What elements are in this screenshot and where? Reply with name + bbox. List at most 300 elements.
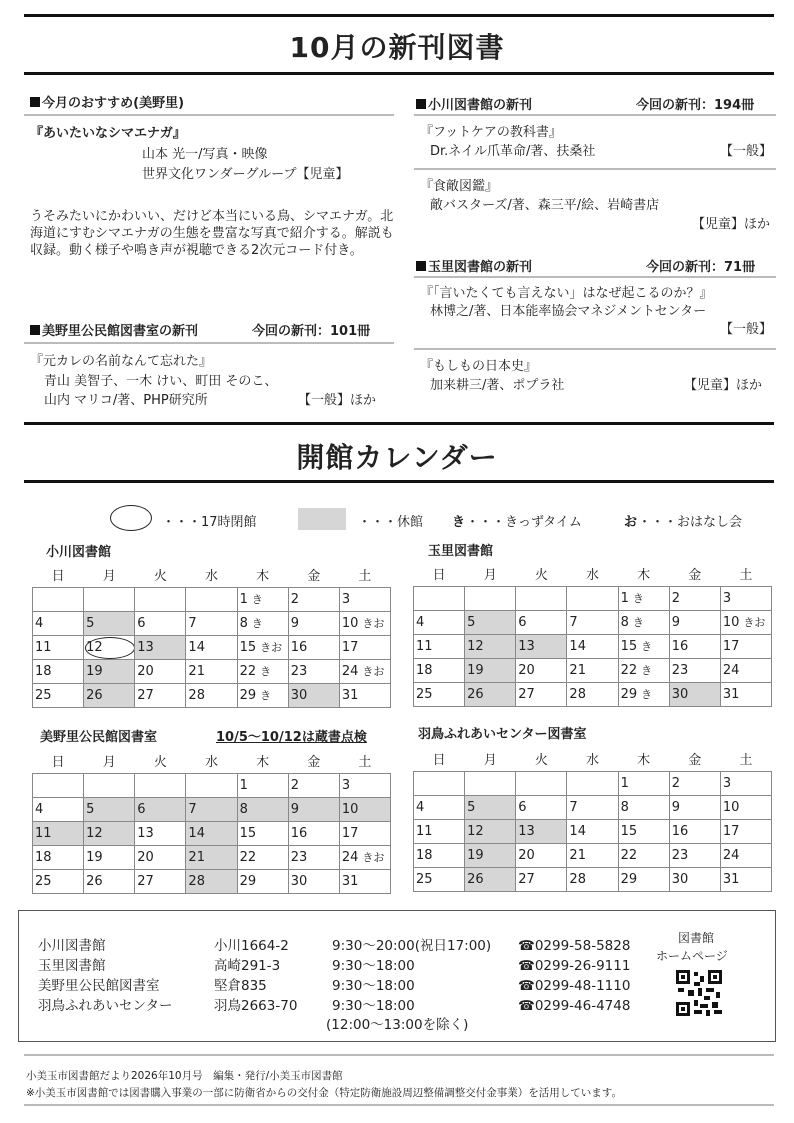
event-mark: きお [743,616,766,629]
calendar-day-empty [465,771,516,795]
calendar-day-empty [135,587,186,611]
calendar-day-18 [414,843,465,867]
calendar-day-29 [237,683,288,707]
calendar-day-5 [84,797,135,821]
calendar-day-1 [618,771,669,795]
day-number: 31 [722,871,740,887]
weekday-header: 火 [153,755,167,771]
library-name: 玉里図書館 [38,958,106,974]
calendar-day-27 [516,867,567,891]
legend-closed-swatch [298,508,346,530]
ogawa-new-rule [414,114,776,116]
day-number: 8 [620,799,629,815]
day-number: 1 [239,777,248,793]
footer-top-rule [24,1054,774,1056]
calendar-day-19 [465,658,516,682]
day-number: 1 [620,591,629,606]
calendar-week-row [414,586,772,610]
calendar-day-5 [465,610,516,634]
event-mark: き [641,640,653,653]
calendar-day-6 [516,610,567,634]
legend-early-close: ・・・17時閉館 [162,515,257,530]
calendar-day-7 [186,797,237,821]
calendar-day-23 [288,845,339,869]
weekday-header: 水 [585,568,599,584]
day-number: 25 [35,687,52,703]
minori-new-count: 今回の新刊：101冊 [252,324,371,339]
day-number: 22 [239,849,257,865]
calendar-week-row [33,611,391,635]
calendar-day-31 [720,867,771,891]
calendar-day-17 [720,634,771,658]
calendar-day-empty [186,587,237,611]
day-number: 22 [239,664,257,679]
calendar-day-14 [186,821,237,845]
calendar-day-27 [135,869,186,893]
event-mark: き [251,617,263,630]
weekday-header: 月 [102,569,116,585]
event-mark: きお [362,665,385,678]
weekday-header: 金 [688,753,702,769]
calendar-day-31 [339,683,390,707]
weekday-header: 木 [256,755,270,771]
calendar-day-empty [84,587,135,611]
calendar-day-24 [339,659,390,683]
day-number: 10 [341,616,359,631]
homepage-qr-code[interactable] [676,970,722,1016]
calendar-day-13 [135,821,186,845]
calendar-week-row [33,797,391,821]
ogawa-divider [414,168,776,170]
day-number: 19 [467,662,484,678]
calendar-day-4 [33,797,84,821]
day-number: 28 [188,687,205,703]
calendar-day-8 [618,610,669,634]
recommend-author: 山本 光一/写真・映像 [142,147,268,162]
calendar-day-11 [33,821,84,845]
calendar-day-empty [567,771,618,795]
day-number: 15 [239,640,257,655]
calendar-day-6 [516,795,567,819]
calendar-day-28 [186,683,237,707]
day-number: 13 [518,823,535,839]
calendar-day-empty [186,773,237,797]
weekday-header: 日 [432,753,446,769]
calendar-day-25 [33,869,84,893]
calendar-day-28 [567,682,618,706]
day-number: 24 [722,847,740,863]
day-number: 20 [137,663,154,679]
title-rule [24,72,774,75]
calendar-day-20 [516,843,567,867]
calendar-week-row [414,634,772,658]
calendar-day-1 [618,586,669,610]
calendar-week-row [33,587,391,611]
day-number: 9 [290,801,299,817]
day-number: 23 [671,847,689,863]
lunch-note: (12:00～13:00を除く) [326,1017,469,1033]
day-number: 27 [518,871,535,887]
footer-line-2: ※小美玉市図書館では図書購入事業の一部に防衛省からの交付金（特定防衛施設周辺整備調整交付金事業）を活用しています。 [26,1087,622,1099]
calendar-day-26 [465,682,516,706]
day-number: 2 [290,777,299,793]
calendar-day-13 [516,819,567,843]
calendar-day-3 [339,587,390,611]
calendar-day-3 [720,586,771,610]
calendar-day-27 [135,683,186,707]
minori-book-line1: 青山 美智子、一木 けい、町田 そのこ、 [44,374,278,389]
calendar-day-31 [339,869,390,893]
calendar-day-17 [339,635,390,659]
day-number: 14 [188,825,205,841]
calendar-day-20 [135,845,186,869]
calendar-week-row [33,683,391,707]
day-number: 5 [86,615,95,631]
day-number: 30 [671,686,689,702]
day-number: 29 [620,871,638,887]
calendar-day-6 [135,797,186,821]
recommend-description: うそみたいにかわいい、だけど本当にいる鳥、シマエナガ。北海道にすむシマエナガの生態を豊富な写真で紹介する。解説も収録。動く様子や鳴き声が視聴できる2次元コード付き。 [30,209,394,258]
weekday-header: 日 [51,569,65,585]
day-number: 18 [416,662,433,678]
calendar-day-2 [288,773,339,797]
weekday-header: 水 [585,753,599,769]
day-number: 4 [416,614,425,630]
calendar-day-30 [288,683,339,707]
early-close-ring [85,637,135,659]
calendar-week-row [414,867,772,891]
calendar-day-empty [567,586,618,610]
calendar-day-22 [237,845,288,869]
calendar-week-row [33,659,391,683]
calendar-day-24 [720,843,771,867]
tamari-book1-author: 林博之/著、日本能率協会マネジメントセンター [430,304,707,319]
day-number: 21 [188,663,205,679]
calendar-day-4 [414,795,465,819]
calendar-day-14 [567,819,618,843]
day-number: 6 [137,801,146,817]
day-number: 10 [341,801,359,817]
calendar-day-empty [135,773,186,797]
day-number: 6 [518,799,527,815]
calendar-day-22 [237,659,288,683]
day-number: 18 [416,847,433,863]
day-number: 1 [620,775,629,791]
day-number: 8 [239,801,248,817]
event-mark: きお [260,641,283,654]
library-phone: ☎0299-46-4748 [518,998,631,1014]
weekday-header: 金 [688,568,702,584]
tamari-book2-title: 『もしもの日本史』 [420,359,538,374]
calendar-day-23 [669,658,720,682]
day-number: 25 [416,686,433,702]
day-number: 4 [35,615,44,631]
calendar-week-row [414,682,772,706]
library-phone: ☎0299-58-5828 [518,938,631,954]
calendar-day-15 [237,635,288,659]
calendar-day-2 [288,587,339,611]
day-number: 20 [518,847,535,863]
day-number: 27 [518,686,535,702]
legend-kizzu-mark: き [452,515,466,530]
weekday-header: 土 [358,755,372,771]
tamari-divider [414,348,776,350]
calendar-day-empty [414,586,465,610]
calendar-day-2 [669,586,720,610]
calendar-day-31 [720,682,771,706]
minori-book-tag: 【一般】ほか [298,393,377,408]
library-address: 高崎291-3 [214,958,281,974]
day-number: 13 [137,825,154,841]
library-address: 羽鳥2663-70 [214,998,298,1014]
calendar-day-24 [339,845,390,869]
calendar-day-8 [237,611,288,635]
calendar-day-25 [33,683,84,707]
day-number: 19 [467,847,484,863]
day-number: 12 [86,639,103,655]
calendar-day-25 [414,682,465,706]
calendar-day-empty [465,586,516,610]
day-number: 15 [620,639,638,654]
calendar-week-row [33,821,391,845]
calendar-day-8 [618,795,669,819]
minori-new-rule [24,342,394,344]
day-number: 9 [290,615,299,631]
day-number: 29 [239,873,257,889]
calendar-day-12 [465,819,516,843]
day-number: 20 [137,849,154,865]
calendar-day-16 [669,634,720,658]
calendar-day-23 [669,843,720,867]
weekday-header: 水 [204,569,218,585]
day-number: 17 [722,638,740,654]
day-number: 15 [239,825,257,841]
calendar-day-15 [618,634,669,658]
calendar-day-28 [567,867,618,891]
day-number: 31 [341,687,359,703]
day-number: 16 [290,825,308,841]
calendar-day-18 [414,658,465,682]
calendar-day-5 [465,795,516,819]
tamari-new-heading: 玉里図書館の新刊 [416,256,532,275]
calendar-title-rule [24,480,774,483]
calendar-day-19 [84,659,135,683]
recommend-book-title: 『あいたいなシマエナガ』 [30,126,186,141]
legend-ohanashi-mark: お [624,515,638,530]
day-number: 26 [86,687,103,703]
day-number: 24 [722,662,740,678]
weekday-header: 土 [739,568,753,584]
calendar-day-22 [618,658,669,682]
calendar-day-12 [84,821,135,845]
day-number: 29 [620,687,638,702]
day-number: 7 [569,614,578,630]
day-number: 10 [722,615,740,630]
event-mark: きお [362,617,385,630]
legend-early-close-ring [110,505,152,531]
day-number: 21 [188,849,205,865]
recommend-heading: 今月のおすすめ(美野里) [30,92,184,111]
recommend-rule [24,114,394,116]
tamari-calendar-title: 玉里図書館 [428,544,494,559]
calendar-day-9 [669,795,720,819]
day-number: 2 [671,590,680,606]
calendar-day-empty [516,586,567,610]
day-number: 3 [722,775,732,791]
calendar-day-24 [720,658,771,682]
day-number: 2 [290,591,299,607]
calendar-day-11 [414,819,465,843]
library-phone: ☎0299-48-1110 [518,978,631,994]
day-number: 29 [239,688,257,703]
calendar-day-21 [567,658,618,682]
calendar-day-1 [237,587,288,611]
calendar-day-10 [339,797,390,821]
calendar-day-29 [618,682,669,706]
day-number: 7 [188,615,197,631]
day-number: 30 [671,871,689,887]
day-number: 31 [341,873,359,889]
weekday-header: 土 [739,753,753,769]
calendar-day-15 [618,819,669,843]
footer-bottom-rule [24,1104,774,1106]
calendar-day-30 [669,682,720,706]
ogawa-new-count: 今回の新刊：194冊 [636,98,755,113]
library-name: 小川図書館 [38,938,106,954]
weekday-header: 月 [102,755,116,771]
calendar-day-25 [414,867,465,891]
minori-calendar-title: 美野里公民館図書室 [40,730,158,745]
library-hours: 9:30～20:00(祝日17:00) [332,938,492,954]
homepage-label-1: 図書館 [678,931,715,945]
calendar-day-28 [186,869,237,893]
library-address: 小川1664-2 [214,938,289,954]
tamari-new-rule [414,276,776,278]
day-number: 8 [239,616,248,631]
calendar-day-3 [720,771,771,795]
weekday-header: 日 [51,755,65,771]
calendar-day-10 [339,611,390,635]
library-hours: 9:30～18:00 [332,998,415,1014]
calendar-day-16 [669,819,720,843]
calendar-day-29 [618,867,669,891]
calendar-day-18 [33,845,84,869]
day-number: 3 [341,591,351,607]
calendar-day-22 [618,843,669,867]
day-number: 14 [569,638,586,654]
page-title: 10月の新刊図書 [289,31,505,64]
weekday-header: 土 [358,569,372,585]
day-number: 19 [86,663,103,679]
day-number: 17 [341,639,359,655]
ogawa-calendar-title: 小川図書館 [46,545,112,560]
calendar-week-row [33,845,391,869]
calendar-day-16 [288,821,339,845]
day-number: 17 [722,823,740,839]
day-number: 4 [416,799,425,815]
day-number: 19 [86,849,103,865]
day-number: 15 [620,823,638,839]
day-number: 14 [569,823,586,839]
minori-new-heading: 美野里公民館図書室の新刊 [30,320,198,339]
calendar-day-26 [84,683,135,707]
day-number: 9 [671,614,680,630]
day-number: 5 [467,799,476,815]
day-number: 26 [86,873,103,889]
calendar-day-empty [84,773,135,797]
day-number: 21 [569,662,586,678]
day-number: 17 [341,825,359,841]
day-number: 10 [722,799,740,815]
weekday-header: 日 [432,568,446,584]
ogawa-book1-title: 『フットケアの教科書』 [420,125,562,140]
ogawa-book2-tag: 【児童】ほか [692,217,771,232]
calendar-day-14 [186,635,237,659]
event-mark: きお [362,851,385,864]
day-number: 18 [35,849,52,865]
calendar-day-11 [33,635,84,659]
calendar-week-row [414,771,772,795]
day-number: 22 [620,847,638,863]
day-number: 7 [188,801,197,817]
event-mark: き [260,665,272,678]
day-number: 7 [569,799,578,815]
recommend-publisher: 世界文化ワンダーグループ【児童】 [142,167,349,182]
event-mark: き [632,592,644,605]
day-number: 9 [671,799,680,815]
day-number: 16 [290,639,308,655]
day-number: 5 [467,614,476,630]
day-number: 2 [671,775,680,791]
day-number: 12 [467,823,484,839]
weekday-header: 木 [637,568,651,584]
calendar-day-13 [135,635,186,659]
calendar-week-row [414,658,772,682]
hatori-calendar [413,747,772,892]
calendar-week-row [33,869,391,893]
calendar-day-21 [186,845,237,869]
calendar-day-2 [669,771,720,795]
day-number: 25 [35,873,52,889]
calendar-week-row [414,795,772,819]
calendar-section-title: 開館カレンダー [296,441,498,474]
calendar-day-10 [720,795,771,819]
calendar-day-16 [288,635,339,659]
calendar-day-10 [720,610,771,634]
calendar-day-21 [186,659,237,683]
calendar-day-12 [84,635,135,659]
calendar-week-row [414,819,772,843]
calendar-day-9 [669,610,720,634]
day-number: 13 [518,638,535,654]
day-number: 30 [290,687,308,703]
calendar-week-row [33,635,391,659]
qr-code-icon [676,970,722,1016]
day-number: 16 [671,638,689,654]
calendar-day-9 [288,797,339,821]
calendar-day-19 [84,845,135,869]
calendar-day-7 [567,795,618,819]
day-number: 31 [722,686,740,702]
calendar-top-rule [24,422,774,425]
library-hours: 9:30～18:00 [332,958,415,974]
day-number: 28 [569,871,586,887]
top-rule [24,14,774,17]
tamari-book1-tag: 【一般】 [720,322,773,337]
calendar-day-19 [465,843,516,867]
day-number: 18 [35,663,52,679]
day-number: 5 [86,801,95,817]
